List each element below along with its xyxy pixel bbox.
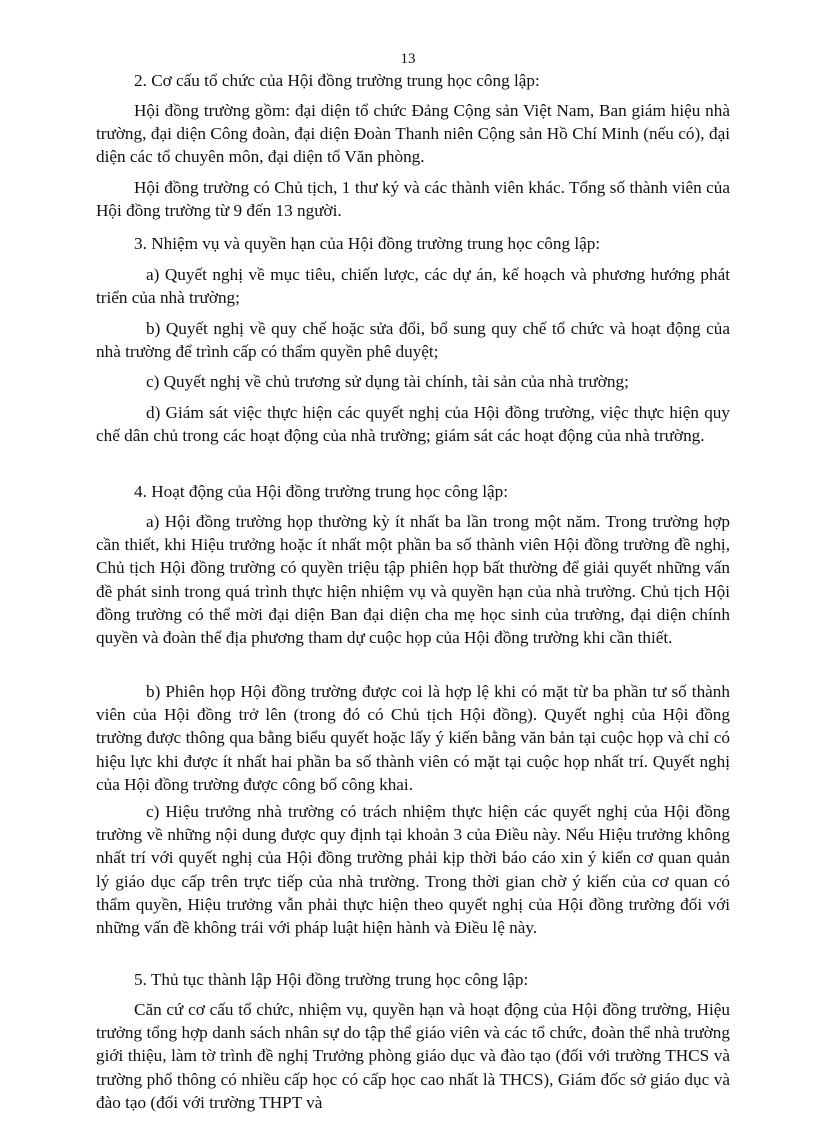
section-heading-5: 5. Thủ tục thành lập Hội đồng trường trung học công lập: (134, 970, 529, 989)
section-heading-4: 4. Hoạt động của Hội đồng trường trung học công lập: (134, 482, 509, 501)
paragraph-activity-a: a) Hội đồng trường họp thường kỳ ít nhất ba lần trong một năm. Trong trường hợp cần thiết, khi Hiệu trưởng hoặc ít nhất một phần ba số thành viên Hội đồng trường đề nghị, Chủ tịch Hội đồng trường có quyền triệu tập phiên họp bất thường để giải quyết những vấn đề phát sinh trong quá trình thực hiện nhiệm vụ và quyền hạn của nhà trường. Chủ tịch Hội đồng trường có thể mời đại diện Ban đại diện cha mẹ học sinh của trường, đại diện chính quyền và đoàn thể địa phương tham dự cuộc họp của Hội đồng trường khi cần thiết. (96, 512, 730, 648)
section-heading-2: 2. Cơ cấu tổ chức của Hội đồng trường trung học công lập: (134, 71, 540, 90)
paragraph-duty-c: c) Quyết nghị về chủ trương sử dụng tài chính, tài sản của nhà trường; (146, 372, 629, 391)
paragraph-activity-b: b) Phiên họp Hội đồng trường được coi là hợp lệ khi có mặt từ ba phần tư số thành viên của Hội đồng trở lên (trong đó có Chủ tịch Hội đồng). Quyết nghị của Hội đồng trường được thông qua bằng biểu quyết hoặc lấy ý kiến bằng văn bản tại cuộc họp và chỉ có hiệu lực khi được ít nhất hai phần ba số thành viên có mặt tại cuộc họp nhất trí. Quyết nghị của Hội đồng trường được công bố công khai. (96, 682, 730, 794)
paragraph-activity-c: c) Hiệu trưởng nhà trường có trách nhiệm thực hiện các quyết nghị của Hội đồng trường về những nội dung được quy định tại khoản 3 của Điều này. Nếu Hiệu trưởng không nhất trí với quyết nghị của Hội đồng trường phải kịp thời báo cáo xin ý kiến cơ quan quản lý giáo dục cấp trên trực tiếp của nhà trường. Trong thời gian chờ ý kiến của cơ quan có thẩm quyền, Hiệu trưởng vẫn phải thực hiện theo quyết nghị của Hội đồng trường đối với những vấn đề không trái với pháp luật hiện hành và Điều lệ này. (96, 802, 730, 938)
paragraph-council-composition: Hội đồng trường gồm: đại diện tổ chức Đảng Cộng sản Việt Nam, Ban giám hiệu nhà trường, đại diện Công đoàn, đại diện Đoàn Thanh niên Cộng sản Hồ Chí Minh (nếu có), đại diện các tổ chuyên môn, đại diện tổ Văn phòng. (96, 101, 730, 167)
paragraph-duty-b: b) Quyết nghị về quy chế hoặc sửa đổi, bổ sung quy chế tổ chức và hoạt động của nhà trường để trình cấp có thẩm quyền phê duyệt; (96, 319, 730, 362)
paragraph-council-members: Hội đồng trường có Chủ tịch, 1 thư ký và các thành viên khác. Tổng số thành viên của Hội đồng trường từ 9 đến 13 người. (96, 178, 730, 221)
paragraph-duty-a: a) Quyết nghị về mục tiêu, chiến lược, các dự án, kế hoạch và phương hướng phát triển của nhà trường; (96, 265, 730, 308)
page-number: 13 (400, 51, 416, 67)
paragraph-duty-d: d) Giám sát việc thực hiện các quyết nghị của Hội đồng trường, việc thực hiện quy chế dân chủ trong các hoạt động của nhà trường; giám sát các hoạt động của nhà trường. (96, 403, 730, 446)
paragraph-establishment-procedure: Căn cứ cơ cấu tổ chức, nhiệm vụ, quyền hạn và hoạt động của Hội đồng trường, Hiệu trưởng tổng hợp danh sách nhân sự do tập thể giáo viên và các tổ chức, đoàn thể nhà trường giới thiệu, làm tờ trình đề nghị Trưởng phòng giáo dục và đào tạo (đối với trường THCS và trường phổ thông có nhiều cấp học có cấp học cao nhất là THCS), Giám đốc sở giáo dục và đào tạo (đối với trường THPT và (96, 1000, 730, 1112)
section-heading-3: 3. Nhiệm vụ và quyền hạn của Hội đồng trường trung học công lập: (134, 234, 601, 253)
